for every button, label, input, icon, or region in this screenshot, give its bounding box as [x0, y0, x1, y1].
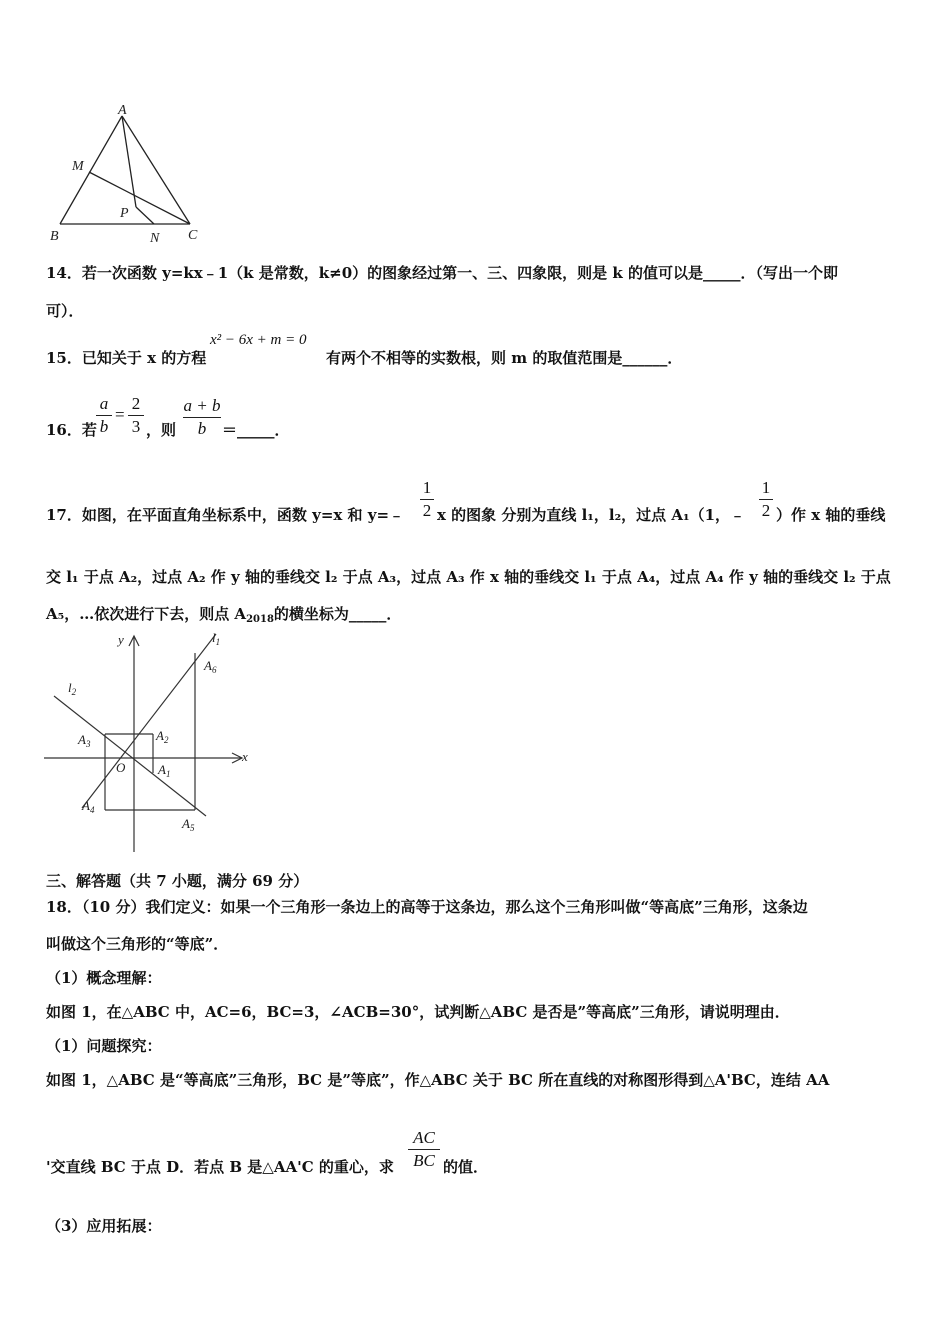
label-p: P	[120, 206, 129, 221]
svg-text:A5	[181, 816, 195, 833]
line-l1	[82, 634, 216, 808]
label-l2-sub: 2	[71, 687, 77, 697]
label-a1-sub: 1	[165, 769, 171, 779]
label-c: C	[188, 228, 198, 243]
label-a3-sub: 3	[85, 739, 91, 749]
q16-equals: =	[115, 405, 125, 424]
q18-part3-title: （3）应用拓展：	[46, 1217, 162, 1235]
q18-part1-text: 如图 1，在△ABC 中，AC=6，BC=3，∠ACB=30°，试判断△ABC 是否是”等高底”三角形，请说明理由．	[46, 1003, 790, 1021]
q16-fraction-apb-over-b	[183, 396, 221, 439]
q17-part1: 17．如图，在平面直角坐标系中，函数 y=x 和 y=﹣	[46, 506, 405, 524]
fraction-denominator: BC	[413, 1151, 435, 1170]
side-ac	[122, 116, 190, 224]
section3-title: 三、解答题（共 7 小题，满分 69 分）	[46, 872, 309, 890]
label-m: M	[72, 159, 84, 174]
q16-fraction-a-over-b	[96, 394, 112, 437]
q18-part2-line1: 如图 1，△ABC 是“等高底”三角形，BC 是”等底”，作△ABC 关于 BC 所在直线的对称图形得到△A'BC，连结 AA	[46, 1071, 830, 1089]
label-l1-sub: 1	[215, 637, 221, 647]
label-n: N	[150, 231, 160, 246]
q16-mid: ，则	[146, 421, 177, 439]
q17-line2: 交 l₁ 于点 A₂，过点 A₂ 作 y 轴的垂线交 l₂ 于点 A₃，过点 A₃ 作 x 轴的垂线交 l₁ 于点 A₄，过点 A₄ 作 y 轴的垂线交 l₂ 于点	[46, 568, 891, 586]
q15-suffix: 有两个不相等的实数根，则 m 的取值范围是______．	[326, 349, 683, 367]
label-l2: l	[68, 680, 72, 695]
svg-text:A6	[203, 658, 217, 675]
q14-line1: 14．若一次函数 y=kx﹣1（k 是常数，k≠0）的图象经过第一、三、四象限，则是 k 的值可以是_____．（写出一个即	[46, 264, 839, 282]
svg-text:A3	[77, 732, 91, 749]
line-l2	[54, 696, 206, 816]
q17-part3: ）作 x 轴的垂线	[776, 506, 886, 524]
q17-line3-a: A₅，…依次进行下去，则点 A	[46, 605, 247, 623]
label-a: A	[118, 103, 127, 118]
q14-line2: 可）．	[46, 302, 84, 320]
q16-suffix: ＝_____．	[222, 421, 290, 439]
fraction-numerator: 1	[422, 478, 432, 497]
q17-line3-sub: 2018	[246, 614, 274, 625]
segment-ap	[122, 116, 136, 207]
label-b: B	[50, 229, 59, 244]
fraction-numerator: AC	[413, 1128, 435, 1147]
fraction-numerator: a	[99, 394, 109, 413]
label-y-axis: y	[118, 632, 124, 647]
fraction-denominator: b	[99, 417, 109, 436]
label-l1: l	[212, 630, 216, 645]
triangle-figure	[40, 100, 220, 250]
q18-fraction-ac-over-bc	[408, 1128, 440, 1171]
label-a1: A	[158, 762, 166, 777]
fraction-denominator: 2	[422, 501, 432, 520]
q16-prefix: 16．若	[46, 421, 97, 439]
segment-pn	[136, 207, 154, 224]
fraction-denominator: b	[197, 419, 207, 438]
label-a6: A	[204, 658, 212, 673]
side-ab	[60, 116, 122, 224]
coordinate-figure	[40, 628, 260, 858]
q15-prefix: 15．已知关于 x 的方程	[46, 349, 207, 367]
fraction-denominator: 3	[131, 417, 141, 436]
segment-mc	[89, 172, 190, 224]
q17-line3	[46, 603, 401, 625]
q17-fraction-1	[420, 478, 434, 521]
label-a2: A	[156, 728, 164, 743]
q18-part2-title: （1）问题探究：	[46, 1037, 162, 1055]
fraction-numerator: a + b	[183, 396, 221, 415]
fraction-numerator: 2	[131, 394, 141, 413]
svg-text:l1	[212, 630, 220, 647]
q17-fraction-2	[759, 478, 773, 521]
label-origin: O	[116, 760, 126, 775]
label-a5-sub: 5	[189, 823, 195, 833]
q18-part2-line2-b: 的值．	[443, 1158, 489, 1176]
label-a2-sub: 2	[163, 735, 169, 745]
label-a6-sub: 6	[211, 665, 217, 675]
q18-line2: 叫做这个三角形的“等底”．	[46, 935, 229, 953]
svg-text:l2	[68, 680, 77, 697]
label-a5: A	[182, 816, 190, 831]
q17-part2: x 的图象 分别为直线 l₁，l₂，过点 A₁（1，﹣	[437, 506, 746, 524]
fraction-numerator: 1	[761, 478, 771, 497]
label-x-axis: x	[242, 749, 248, 764]
q17-line3-b: 的横坐标为_____．	[273, 605, 402, 623]
svg-text:A1	[157, 762, 170, 779]
svg-text:A4	[81, 798, 95, 815]
fraction-denominator: 2	[761, 501, 771, 520]
q18-line1: 18．（10 分）我们定义：如果一个三角形一条边上的高等于这条边，那么这个三角形叫做“等高底”三角形，这条边	[46, 898, 808, 916]
q16-fraction-2-over-3	[128, 394, 144, 437]
svg-text:A2	[155, 728, 169, 745]
q18-part2-line2-a: '交直线 BC 于点 D．若点 B 是△AA'C 的重心，求	[46, 1158, 394, 1176]
label-a3: A	[78, 732, 86, 747]
q18-part1-title: （1）概念理解：	[46, 969, 162, 987]
label-a4: A	[82, 798, 90, 813]
label-a4-sub: 4	[89, 805, 95, 815]
q15-equation: x² − 6x + m = 0	[210, 332, 307, 348]
